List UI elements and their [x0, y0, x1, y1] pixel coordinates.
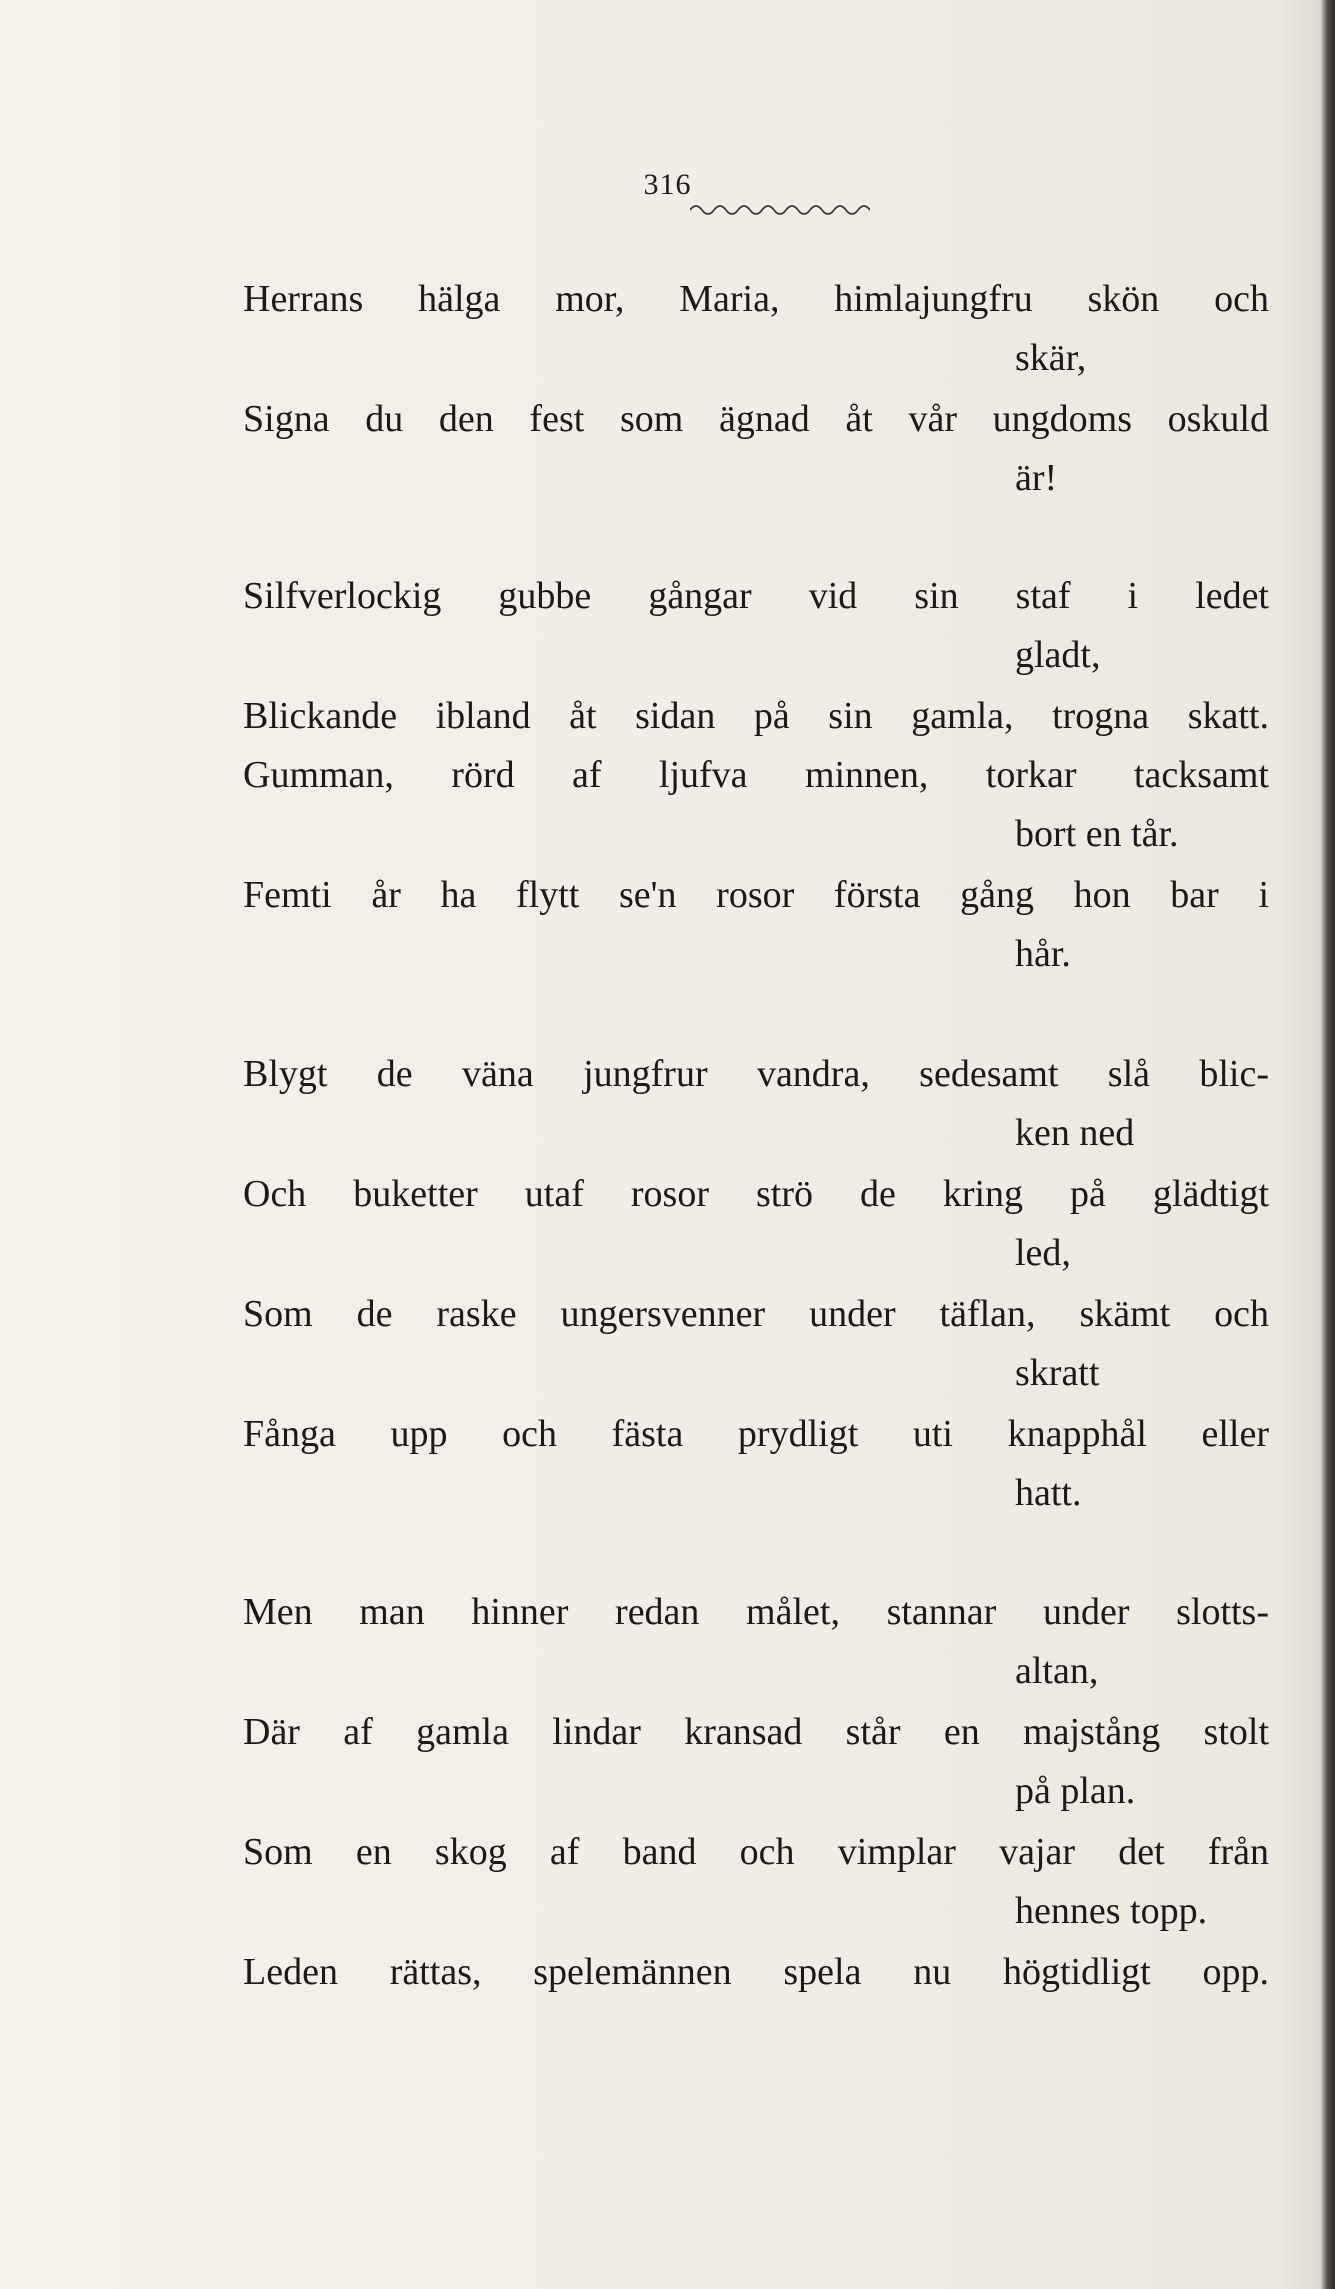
poem-line: Femti år ha flytt se'n rosor första gång hon bar i [243, 874, 1269, 916]
poem-line: Signa du den fest som ägnad åt vår ungdoms oskuld [243, 398, 1269, 440]
wavy-rule-ornament [690, 200, 870, 216]
poem-line: Och buketter utaf rosor strö de kring på glädtigt [243, 1173, 1269, 1215]
poem-line-continuation: är! [1015, 457, 1058, 499]
poem-line-continuation: hatt. [1015, 1472, 1082, 1514]
poem-line: Men man hinner redan målet, stannar under slotts- [243, 1591, 1269, 1633]
poem-line-continuation: skratt [1015, 1352, 1100, 1394]
poem-line-continuation: hår. [1015, 933, 1071, 975]
poem-line: Leden rättas, spelemännen spela nu högtidligt opp. [243, 1951, 1269, 1993]
page-number: 316 [643, 168, 692, 201]
poem-line: Gumman, rörd af ljufva minnen, torkar tacksamt [243, 754, 1269, 796]
poem-line-continuation: bort en tår. [1015, 813, 1179, 855]
poem-line-continuation: hennes topp. [1015, 1890, 1208, 1932]
poem-line-continuation: skär, [1015, 337, 1087, 379]
poem-line: Fånga upp och fästa prydligt uti knapphål eller [243, 1413, 1269, 1455]
poem-line-continuation: ken ned [1015, 1112, 1135, 1154]
poem-line-continuation: gladt, [1015, 634, 1101, 676]
poem-line: Blygt de väna jungfrur vandra, sedesamt slå blic- [243, 1053, 1269, 1095]
page-edge-shadow [1321, 0, 1335, 2289]
poem-line: Blickande ibland åt sidan på sin gamla, trogna skatt. [243, 695, 1269, 737]
poem-line: Silfverlockig gubbe gångar vid sin staf i ledet [243, 575, 1269, 617]
poem-line: Herrans hälga mor, Maria, himlajungfru skön och [243, 278, 1269, 320]
poem-line: Som de raske ungersvenner under täflan, skämt och [243, 1293, 1269, 1335]
poem-line-continuation: altan, [1015, 1650, 1099, 1692]
poem-line-continuation: på plan. [1015, 1770, 1136, 1812]
poem-line-continuation: led, [1015, 1232, 1071, 1274]
poem-line: Där af gamla lindar kransad står en majstång stolt [243, 1711, 1269, 1753]
poem-line: Som en skog af band och vimplar vajar det från [243, 1831, 1269, 1873]
